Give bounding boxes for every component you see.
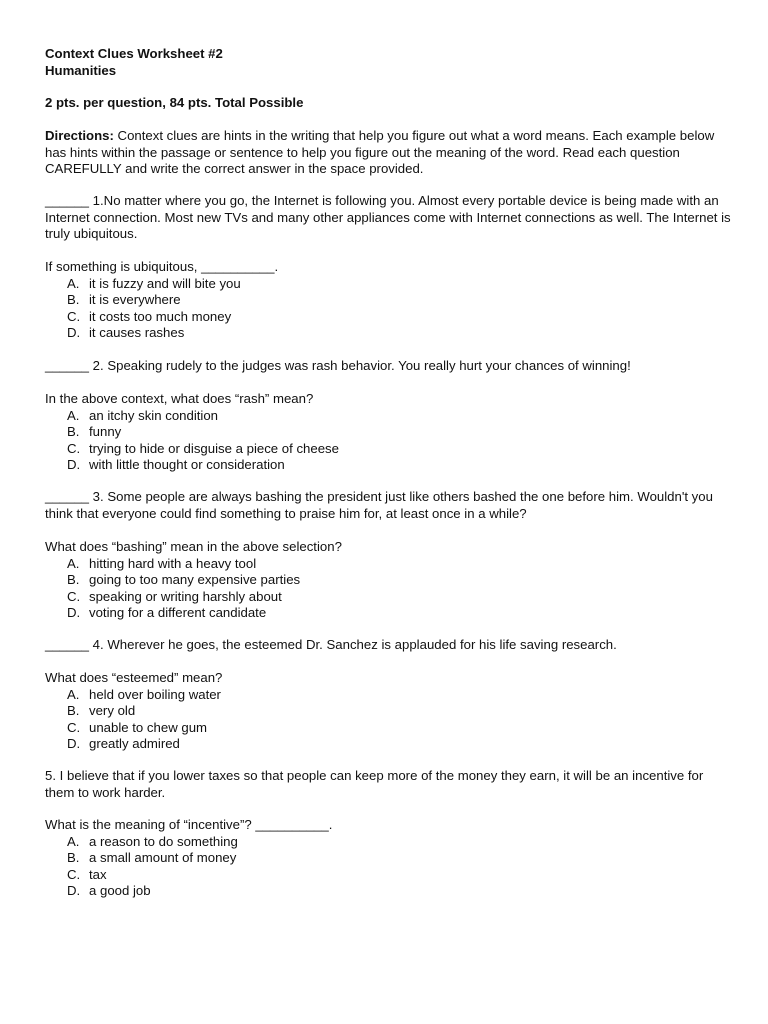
option-letter: A. — [67, 275, 80, 291]
option-text: it causes rashes — [89, 325, 185, 340]
option-text: hitting hard with a heavy tool — [89, 555, 257, 571]
worksheet-subject: Humanities — [45, 62, 117, 78]
answer-option — [45, 703, 735, 720]
option-letter: D. — [67, 605, 81, 620]
question-1 — [45, 193, 735, 243]
question-3 — [45, 489, 735, 522]
option-letter: B. — [67, 572, 80, 587]
answer-option — [45, 441, 735, 458]
option-text: greatly admired — [89, 736, 180, 751]
answer-option — [45, 720, 735, 737]
option-text: going to too many expensive parties — [89, 572, 301, 587]
question-prompt: What does “bashing” mean in the above selection? — [45, 539, 342, 554]
option-letter: C. — [67, 588, 81, 604]
directions-paragraph — [45, 128, 735, 178]
option-letter: C. — [67, 866, 81, 882]
question-passage: 5. I believe that if you lower taxes so that people can keep more of the money they earn, it will be an incentive for them to work harder. — [45, 768, 704, 800]
option-letter: D. — [67, 457, 81, 472]
option-text: it is fuzzy and will bite you — [89, 275, 241, 291]
option-letter: C. — [67, 440, 81, 456]
option-text: speaking or writing harshly about — [89, 588, 282, 604]
worksheet-header — [45, 46, 735, 79]
answer-option — [45, 572, 735, 589]
answer-option — [45, 850, 735, 867]
answer-option — [45, 883, 735, 900]
question-3-choices — [45, 539, 735, 622]
question-4 — [45, 637, 735, 654]
answer-options — [45, 556, 735, 622]
option-text: a good job — [89, 883, 151, 898]
answer-options — [45, 408, 735, 474]
question-prompt: What is the meaning of “incentive”? __________. — [45, 817, 333, 832]
answer-option — [45, 457, 735, 474]
option-letter: B. — [67, 850, 80, 865]
directions-label: Directions: — [45, 128, 114, 143]
option-letter: C. — [67, 308, 81, 324]
answer-option — [45, 589, 735, 606]
answer-option — [45, 687, 735, 704]
answer-options — [45, 834, 735, 900]
option-letter: D. — [67, 883, 81, 898]
question-1-choices — [45, 259, 735, 342]
option-letter: B. — [67, 292, 80, 307]
question-passage: ______ 2. Speaking rudely to the judges was rash behavior. You really hurt your chances of winning! — [45, 358, 631, 373]
option-text: tax — [89, 866, 107, 882]
option-letter: D. — [67, 736, 81, 751]
option-text: unable to chew gum — [89, 719, 208, 735]
answer-options — [45, 687, 735, 753]
answer-option — [45, 736, 735, 753]
question-passage: ______ 1.No matter where you go, the Internet is following you. Almost every portable device is being made with an Internet connection. Most new TVs and many other appliances come with Internet connections as well. The Internet is truly ubiquitous. — [45, 193, 731, 241]
option-text: it costs too much money — [89, 308, 232, 324]
option-letter: B. — [67, 424, 80, 439]
option-letter: A. — [67, 555, 80, 571]
question-prompt: What does “esteemed” mean? — [45, 670, 223, 685]
question-5-choices — [45, 817, 735, 900]
option-text: it is everywhere — [89, 292, 181, 307]
option-text: held over boiling water — [89, 686, 221, 702]
answer-option — [45, 309, 735, 326]
answer-options — [45, 276, 735, 342]
option-letter: A. — [67, 686, 80, 702]
question-2-choices — [45, 391, 735, 474]
answer-option — [45, 424, 735, 441]
option-text: very old — [89, 703, 136, 718]
answer-option — [45, 605, 735, 622]
option-letter: D. — [67, 325, 81, 340]
worksheet-title: Context Clues Worksheet #2 — [45, 46, 223, 61]
answer-option — [45, 408, 735, 425]
question-passage: ______ 3. Some people are always bashing the president just like others bashed the one before him. Wouldn't you think that everyone could find something to praise him for, at least once in a while? — [45, 489, 713, 521]
option-text: trying to hide or disguise a piece of cheese — [89, 440, 339, 456]
option-letter: A. — [67, 833, 80, 849]
option-letter: A. — [67, 407, 80, 423]
option-text: an itchy skin condition — [89, 407, 219, 423]
answer-option — [45, 867, 735, 884]
question-passage: ______ 4. Wherever he goes, the esteemed Dr. Sanchez is applauded for his life saving research. — [45, 637, 617, 652]
answer-option — [45, 834, 735, 851]
option-text: funny — [89, 424, 122, 439]
option-text: with little thought or consideration — [89, 457, 285, 472]
question-5 — [45, 768, 735, 801]
answer-option — [45, 556, 735, 573]
question-prompt: If something is ubiquitous, __________. — [45, 259, 279, 274]
answer-option — [45, 276, 735, 293]
option-letter: C. — [67, 719, 81, 735]
question-4-choices — [45, 670, 735, 753]
option-text: a reason to do something — [89, 833, 238, 849]
option-text: voting for a different candidate — [89, 605, 267, 620]
option-text: a small amount of money — [89, 850, 237, 865]
question-2 — [45, 358, 735, 375]
directions-text: Context clues are hints in the writing that help you figure out what a word means. Each example below has hints within the passage or sentence to help you figure out the meaning of the word. Read each question CAREFULLY and write the correct answer in the space provided. — [45, 128, 715, 176]
answer-option — [45, 325, 735, 342]
points-line: 2 pts. per question, 84 pts. Total Possible — [45, 95, 304, 110]
answer-option — [45, 292, 735, 309]
option-letter: B. — [67, 703, 80, 718]
question-prompt: In the above context, what does “rash” mean? — [45, 391, 314, 406]
